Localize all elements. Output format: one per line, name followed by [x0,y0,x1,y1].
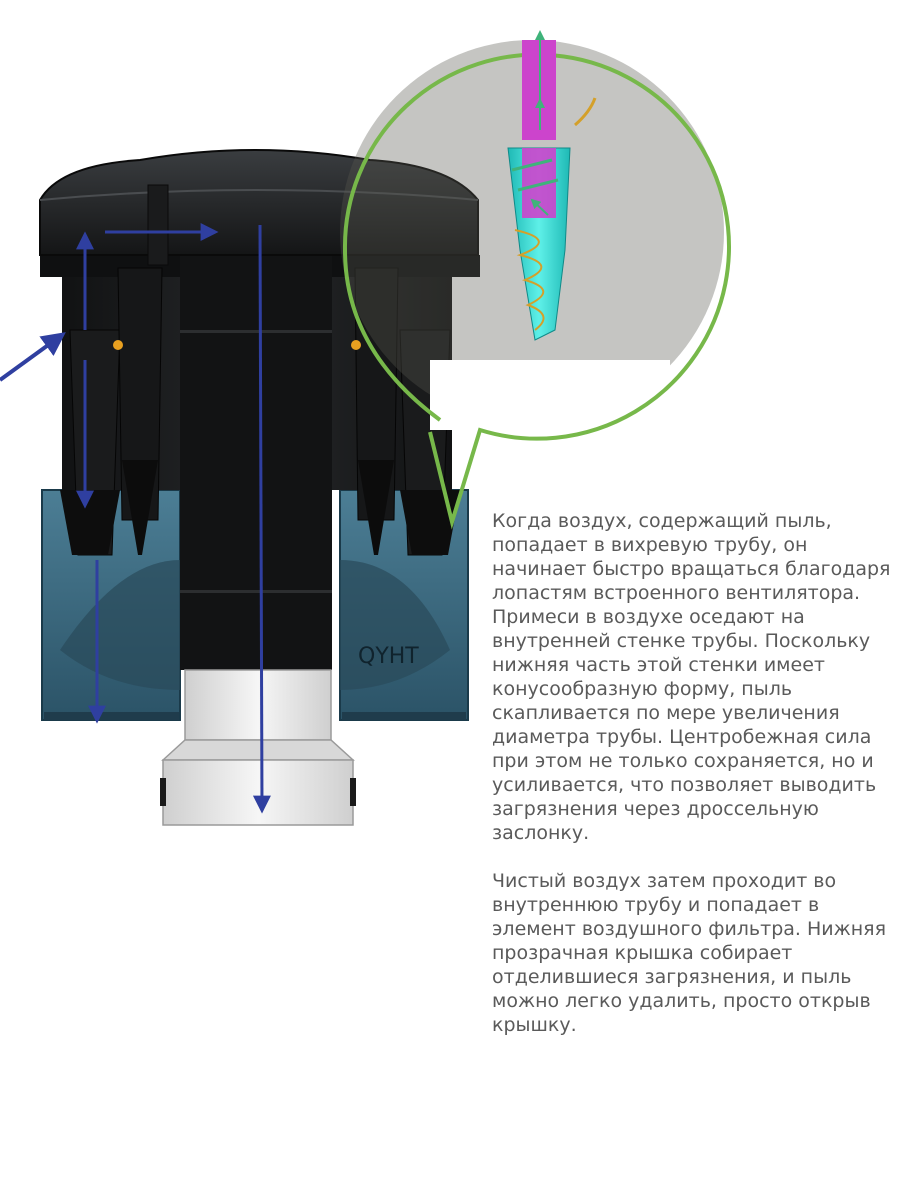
brand-mark: QYHT [358,644,419,669]
center-outflow-arrow [260,225,262,810]
description-paragraph-1: Когда воздух, содержащий пыль, попадает в вихревую трубу, он начинает быстро вращаться благодаря лопастям встроенного вентилятора. Примеси в воздухе оседают на внутренней стенке трубы. Поскольку нижняя часть этой стенки имеет конусообразную форму, пыль скапливается по мере увеличения диаметра трубы. Центробежная сила при этом не только сохраняется, но и усиливается, что позволяет выводить загрязнения через дроссельную заслонку. [492,510,891,844]
description-paragraph-2: Чистый воздух затем проходит во внутреннюю трубу и попадает в элемент воздушного фильтра. Нижняя прозрачная крышка собирает отделившиеся загрязнения, и пыль можно легко удалить, просто открыв крышку. [492,870,887,1036]
outlet-pipe [160,670,356,825]
inlet-arrow [0,335,62,380]
description-text [492,509,892,1037]
